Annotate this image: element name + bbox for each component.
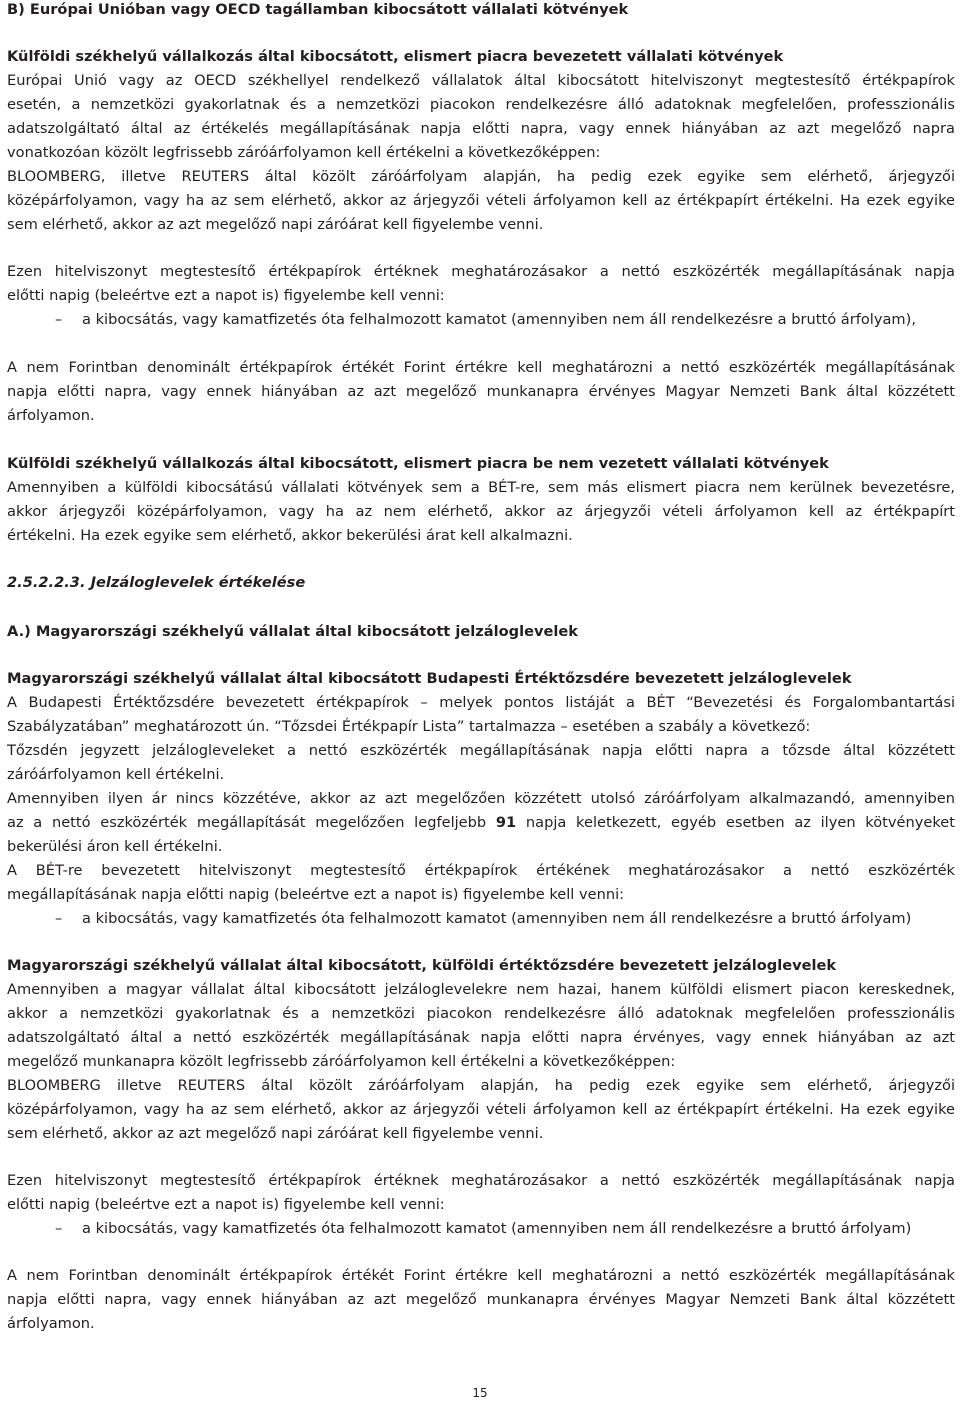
foreign-listed-mortgage-bonds-heading: Magyarországi székhelyű vállalat által kibocsátott, külföldi értéktőzsdére bevezetett jelzáloglevelek [7, 957, 837, 974]
paragraph-line: BLOOMBERG, illetve REUTERS által közölt záróárfolyam alapján, ha pedig ezek egyike sem elérhető, árjegyzői [7, 168, 955, 185]
text-segment: az a nettó eszközérték megállapítását megelőzően legfeljebb [7, 814, 496, 831]
paragraph-line: sem elérhető, akkor az azt megelőző napi záróárat kell figyelembe venni. [7, 1125, 544, 1142]
paragraph-line: akkor a nemzetközi gyakorlatnak és a nemzetközi piacokon rendelkezésre álló adatoknak megfelelően professzionális [7, 1005, 955, 1022]
paragraph-line: bekerülési áron kell értékelni. [7, 838, 223, 855]
paragraph-line: árfolyamon. [7, 1315, 95, 1332]
section-2-5-2-2-3-title: 2.5.2.2.3. Jelzáloglevelek értékelése [7, 574, 306, 591]
bet-listed-mortgage-bonds-heading: Magyarországi székhelyű vállalat által kibocsátott Budapesti Értéktőzsdére bevezetett jelzáloglevelek [7, 670, 852, 687]
paragraph-line: akkor árjegyzői középárfolyamon, vagy ha az nem elérhető, akkor az árjegyzői vételi árfolyamon kell az értékpapírt [7, 503, 955, 520]
bullet-text: a kibocsátás, vagy kamatfizetés óta felhalmozott kamatot (amennyiben nem áll rendelkezésre a bruttó árfolyam) [82, 1220, 912, 1237]
paragraph-line: Ezen hitelviszonyt megtestesítő értékpapírok értéknek meghatározásakor a nettó eszközérték megállapításának napja [7, 263, 955, 280]
paragraph-line: vonatkozóan közölt legfrissebb záróárfolyamon kell értékelni a következőképpen: [7, 144, 601, 161]
paragraph-line: BLOOMBERG illetve REUTERS által közölt záróárfolyam alapján, ha pedig ezek egyike sem elérhető, árjegyzői [7, 1077, 955, 1094]
dash-marker: – [55, 910, 63, 927]
listed-corporate-bonds-heading: Külföldi székhelyű vállalkozás által kibocsátott, elismert piacra bevezetett vállalati kötvények [7, 48, 784, 65]
paragraph-line: Európai Unió vagy az OECD székhellyel rendelkező vállalatok által kibocsátott hitelviszonyt megtestesítő értékpapírok [7, 72, 955, 89]
dash-marker: – [55, 311, 63, 328]
unlisted-corporate-bonds-heading: Külföldi székhelyű vállalkozás által kibocsátott, elismert piacra be nem vezetett vállalati kötvények [7, 455, 829, 472]
paragraph-line: A nem Forintban denominált értékpapírok értékét Forint értékre kell meghatározni a nettó eszközérték megállapításának [7, 359, 955, 376]
paragraph-line: értékelni. Ha ezek egyike sem elérhető, akkor bekerülési árat kell alkalmazni. [7, 527, 573, 544]
paragraph-line: napja előtti napra, vagy ennek hiányában az azt megelőző munkanapra érvényes Magyar Nemzeti Bank által közzétett [7, 383, 955, 400]
paragraph-line: előtti napig (beleértve ezt a napot is) figyelembe kell venni: [7, 287, 445, 304]
paragraph-line: A nem Forintban denominált értékpapírok értékét Forint értékre kell meghatározni a nettó eszközérték megállapításának [7, 1267, 955, 1284]
paragraph-line: megelőző munkanapra közölt legfrissebb záróárfolyamon kell értékelni a következőképpen: [7, 1053, 676, 1070]
section-b-heading: B) Európai Unióban vagy OECD tagállamban kibocsátott vállalati kötvények [7, 1, 629, 18]
paragraph-line: középárfolyamon, vagy ha az sem elérhető, akkor az árjegyzői vételi árfolyamon kell az értékpapírt értékelni. Ha ezek egyike [7, 192, 955, 209]
paragraph-line: esetén, a nemzetközi gyakorlatnak és a nemzetközi piacokon rendelkezésre álló adatoknak megfelelően, professzionális [7, 96, 955, 113]
paragraph-line: előtti napig (beleértve ezt a napot is) figyelembe kell venni: [7, 1196, 445, 1213]
paragraph-line: Amennyiben a külföldi kibocsátású vállalati kötvények sem a BÉT-re, sem más elismert piacra nem kerülnek bevezetésre, [7, 479, 955, 496]
paragraph-line: Amennyiben ilyen ár nincs közzétéve, akkor az azt megelőzően közzétett utolsó záróárfolyam alkalmazandó, amennyiben [7, 790, 955, 807]
paragraph-line: A Budapesti Értéktőzsdére bevezetett értékpapírok – melyek pontos listáját a BÉT “Bevezetési és Forgalombantartási [7, 694, 955, 711]
paragraph-line: záróárfolyamon kell értékelni. [7, 766, 225, 783]
bullet-text: a kibocsátás, vagy kamatfizetés óta felhalmozott kamatot (amennyiben nem áll rendelkezésre a bruttó árfolyam), [82, 311, 916, 328]
paragraph-line: A BÉT-re bevezetett hitelviszonyt megtestesítő értékpapírok értékének meghatározásakor a nettó eszközérték [7, 862, 955, 879]
paragraph-line: sem elérhető, akkor az azt megelőző napi záróárat kell figyelembe venni. [7, 216, 544, 233]
bullet-text: a kibocsátás, vagy kamatfizetés óta felhalmozott kamatot (amennyiben nem áll rendelkezésre a bruttó árfolyam) [82, 910, 912, 927]
paragraph-line: középárfolyamon, vagy ha az sem elérhető, akkor az árjegyzői vételi árfolyamon kell az értékpapírt értékelni. Ha ezek egyike [7, 1101, 955, 1118]
paragraph-line: napja előtti napra, vagy ennek hiányában az azt megelőző munkanapra érvényes Magyar Nemzeti Bank által közzétett [7, 1291, 955, 1308]
page-number: 15 [472, 1386, 488, 1400]
paragraph-line: árfolyamon. [7, 407, 95, 424]
paragraph-line: adatszolgáltató által az értékelés megállapításának napja előtti napra, vagy ennek hiányában az azt megelőző napra [7, 120, 955, 137]
paragraph-line: adatszolgáltató által a nettó eszközérték megállapításának napja előtti napra érvényes, vagy ennek hiányában az azt [7, 1029, 955, 1046]
dash-marker: – [55, 1220, 63, 1237]
paragraph-line: Tőzsdén jegyzett jelzálogleveleket a nettó eszközérték megállapításának napja előtti napra a tőzsde által közzétett [7, 742, 955, 759]
paragraph-line: megállapításának napja előtti napig (beleértve ezt a napot is) figyelembe kell venni: [7, 886, 625, 903]
paragraph-line: Szabályzatában” meghatározott ún. “Tőzsdei Értékpapír Lista” tartalmazza – esetében a szabály a következő: [7, 718, 811, 735]
paragraph-line: Amennyiben a magyar vállalat által kibocsátott jelzáloglevelekre nem hazai, hanem külföldi elismert piacon kereskednek, [7, 981, 955, 998]
paragraph-line: Ezen hitelviszonyt megtestesítő értékpapírok értéknek meghatározásakor a nettó eszközérték megállapításának napja [7, 1172, 955, 1189]
days-value: 91 [495, 814, 517, 831]
text-segment: napja keletkezett, egyéb esetben az ilyen kötvényeket [516, 814, 955, 831]
section-a-heading: A.) Magyarországi székhelyű vállalat által kibocsátott jelzáloglevelek [7, 623, 578, 640]
paragraph-line [7, 811, 955, 835]
